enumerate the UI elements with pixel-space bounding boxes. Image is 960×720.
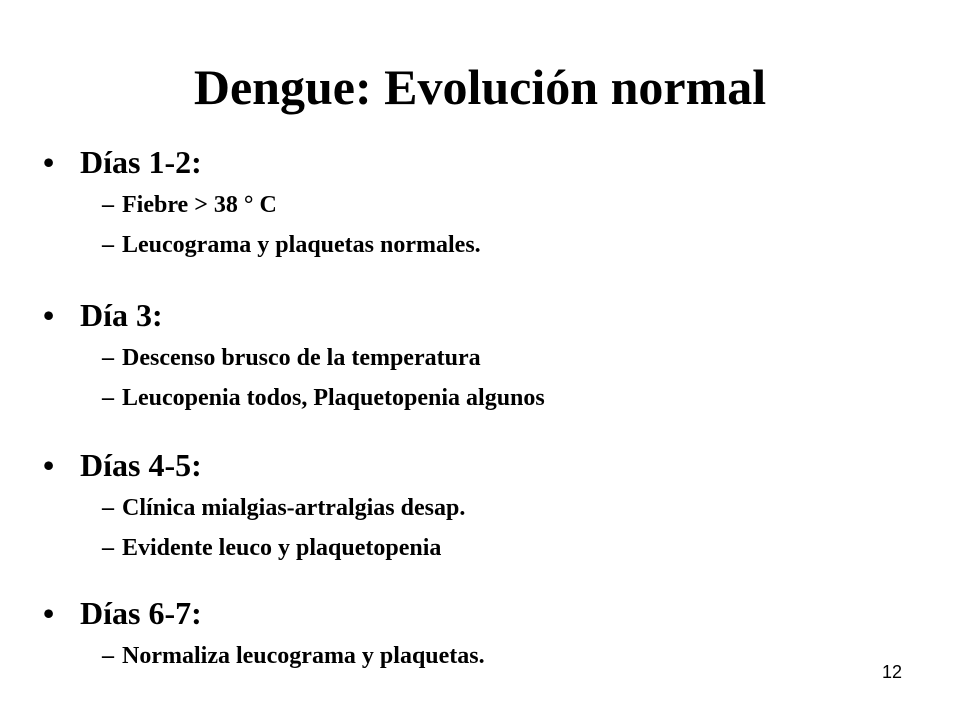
sub-item xyxy=(0,225,960,265)
bullet-icon: • xyxy=(43,447,55,483)
sub-item xyxy=(0,338,960,378)
sub-item-text: Leucograma y plaquetas normales. xyxy=(122,232,481,258)
slide-title: Dengue: Evolución normal xyxy=(193,59,767,115)
section-heading: Días 4-5: xyxy=(80,447,202,483)
sub-item xyxy=(0,528,960,568)
dash-icon: – xyxy=(102,495,114,521)
section-heading-row xyxy=(0,298,960,332)
section-day-3 xyxy=(0,298,960,418)
bullet-icon: • xyxy=(43,144,55,180)
dash-icon: – xyxy=(102,385,114,411)
section-days-6-7 xyxy=(0,596,960,676)
section-heading-row xyxy=(0,596,960,630)
bullet-icon: • xyxy=(43,595,55,631)
dash-icon: – xyxy=(102,192,114,218)
sub-item-text: Leucopenia todos, Plaquetopenia algunos xyxy=(122,385,545,411)
dash-icon: – xyxy=(102,643,114,669)
sub-item-text: Descenso brusco de la temperatura xyxy=(122,345,481,371)
sub-item xyxy=(0,378,960,418)
section-heading: Días 6-7: xyxy=(80,595,202,631)
sub-item xyxy=(0,488,960,528)
dash-icon: – xyxy=(102,345,114,371)
bullet-icon: • xyxy=(43,297,55,333)
section-heading: Día 3: xyxy=(80,297,163,333)
section-heading-row xyxy=(0,448,960,482)
dash-icon: – xyxy=(102,232,114,258)
sub-item-text: Evidente leuco y plaquetopenia xyxy=(122,535,442,561)
section-days-1-2 xyxy=(0,145,960,265)
sub-item xyxy=(0,185,960,225)
section-days-4-5 xyxy=(0,448,960,568)
page-number: 12 xyxy=(881,662,902,682)
dash-icon: – xyxy=(102,535,114,561)
sub-item-text: Normaliza leucograma y plaquetas. xyxy=(122,643,485,669)
section-heading-row xyxy=(0,145,960,179)
sub-item-text: Clínica mialgias-artralgias desap. xyxy=(122,495,466,521)
sub-item-text: Fiebre > 38 ° C xyxy=(122,192,277,218)
sub-item xyxy=(0,636,960,676)
section-heading: Días 1-2: xyxy=(80,144,202,180)
